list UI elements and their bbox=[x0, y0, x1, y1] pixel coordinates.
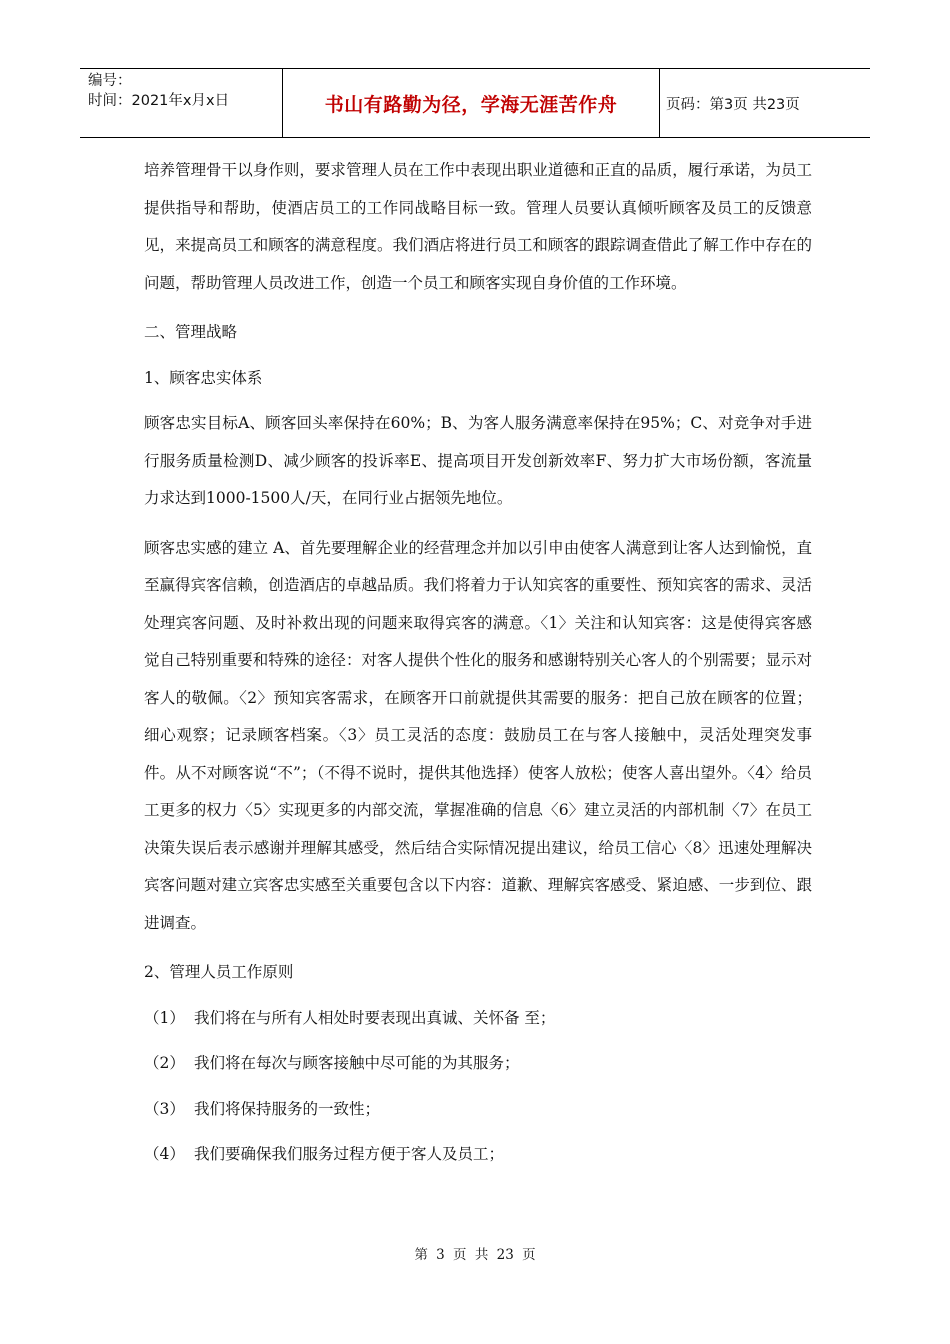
header-motto: 书山有路勤为径，学海无涯苦作舟 bbox=[282, 69, 660, 137]
principle-number: （2） bbox=[144, 1054, 185, 1072]
principle-item bbox=[144, 1000, 812, 1038]
principle-text: 我们将保持服务的一致性； bbox=[194, 1099, 381, 1118]
loyalty-building-paragraph: 顾客忠实感的建立 A、首先要理解企业的经营理念并加以引申由使客人满意到让客人达到愉悦，直至赢得宾客信赖，创造酒店的卓越品质。我们将着力于认知宾客的重要性、预知宾客的需求、灵活处理宾客问题、及时补救出现的问题来取得宾客的满意。〈1〉关注和认知宾客：这是使得宾客感觉自己特别重要和特殊的途径：对客人提供个性化的服务和感谢特别关心客人的个别需要；显示对客人的敬佩。〈2〉预知宾客需求，在顾客开口前就提供其需要的服务：把自己放在顾客的位置；细心观察；记录顾客档案。〈3〉员工灵活的态度：鼓励员工在与客人接触中，灵活处理突发事件。从不对顾客说“不”；（不得不说时，提供其他选择）使客人放松；使客人喜出望外。〈4〉给员工更多的权力〈5〉实现更多的内部交流，掌握准确的信息〈6〉建立灵活的内部机制〈7〉在员工决策失误后表示感谢并理解其感受，然后结合实际情况提出建议，给员工信心〈8〉迅速处理解决宾客问题对建立宾客忠实感至关重要包含以下内容：道歉、理解宾客感受、紧迫感、一步到位、跟进调查。 bbox=[144, 538, 812, 932]
principle-number: （4） bbox=[144, 1145, 185, 1163]
principle-text: 我们将在每次与顾客接触中尽可能的为其服务； bbox=[194, 1054, 520, 1072]
principle-item bbox=[144, 1136, 812, 1174]
document-number-label: 编号： bbox=[88, 73, 132, 89]
page-header bbox=[80, 68, 870, 138]
principle-number: （1） bbox=[144, 1008, 185, 1027]
document-time-label: 时间：2021年x月x日 bbox=[88, 93, 230, 109]
header-meta bbox=[80, 69, 282, 137]
intro-paragraph: 培养管理骨干以身作则，要求管理人员在工作中表现出职业道德和正直的品质，履行承诺，为员工提供指导和帮助，使酒店员工的工作同战略目标一致。管理人员要认真倾听顾客及员工的反馈意见，来提高员工和顾客的满意程度。我们酒店将进行员工和顾客的跟踪调查借此了解工作中存在的问题，帮助管理人员改进工作，创造一个员工和顾客实现自身价值的工作环境。 bbox=[144, 161, 812, 292]
section-heading-management-strategy: 二、管理战略 bbox=[144, 323, 238, 341]
loyalty-goals-paragraph: 顾客忠实目标A、顾客回头率保持在60%；B、为客人服务满意率保持在95%；C、对竞争对手进行服务质量检测D、减少顾客的投诉率E、提高项目开发创新效率F、努力扩大市场份额，客流量力求达到1000-1500人/天，在同行业占据领先地位。 bbox=[144, 414, 812, 507]
header-page-info: 页码：第3页 共23页 bbox=[666, 96, 800, 113]
principle-text: 我们将在与所有人相处时要表现出真诚、关怀备 至； bbox=[194, 1008, 556, 1027]
principle-number: （3） bbox=[144, 1099, 185, 1118]
principle-text: 我们要确保我们服务过程方便于客人及员工； bbox=[194, 1145, 505, 1163]
page-footer: 第 3 页 共 23 页 bbox=[414, 1247, 536, 1263]
subheading-customer-loyalty: 1、顾客忠实体系 bbox=[144, 368, 263, 387]
subheading-manager-principles: 2、管理人员工作原则 bbox=[144, 963, 294, 981]
principle-item bbox=[144, 1045, 812, 1083]
document-body bbox=[144, 152, 812, 1182]
principle-item bbox=[144, 1091, 812, 1129]
